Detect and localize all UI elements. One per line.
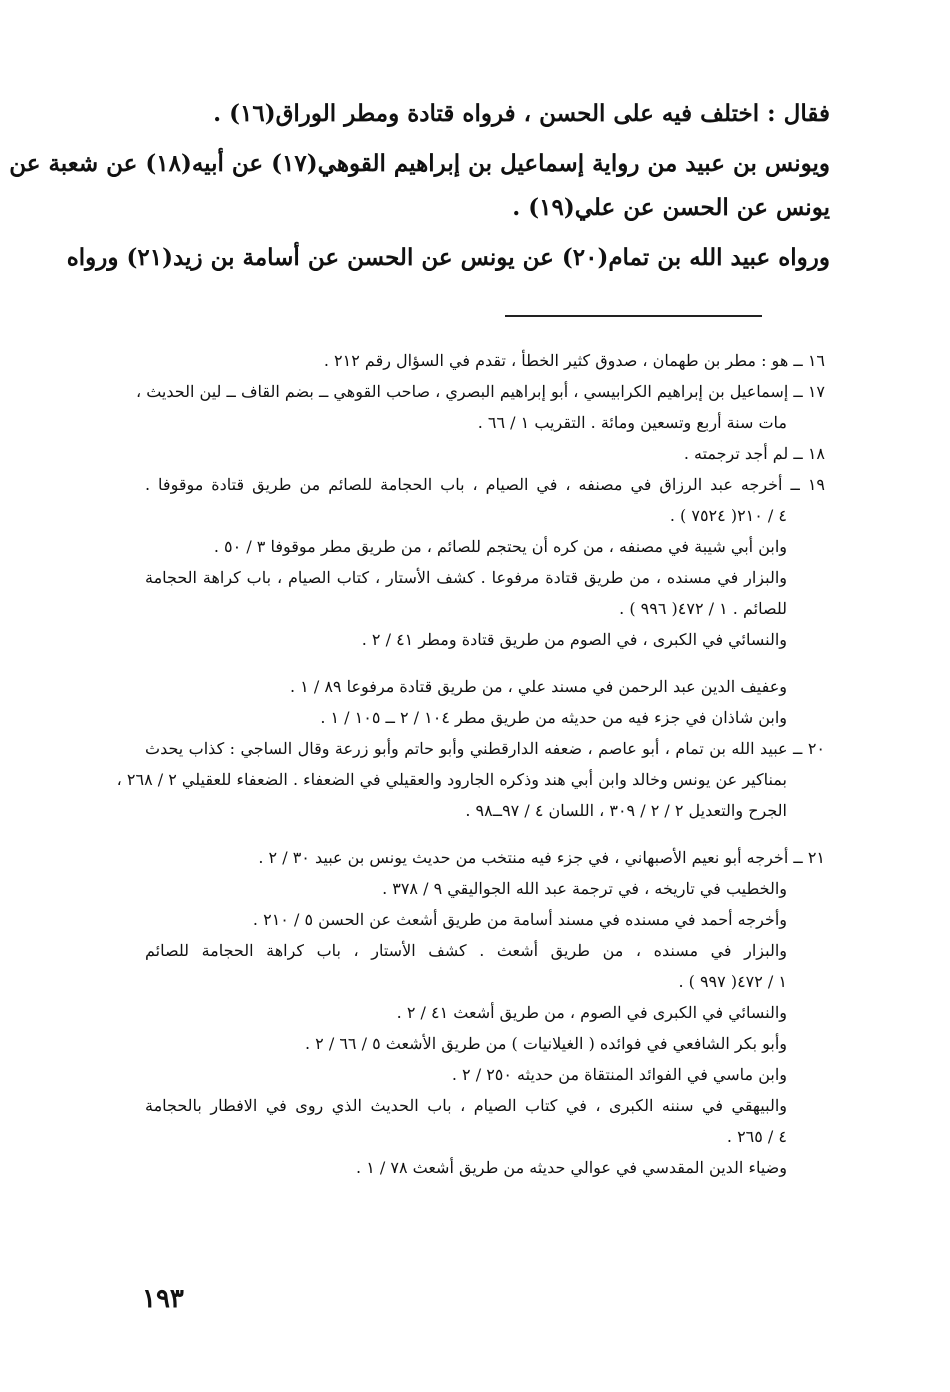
footnote-21-cont: والنسائي في الكبرى في الصوم ، من طريق أشعث ٤١ / ٢ .: [396, 1003, 787, 1022]
main-text: [9, 92, 830, 280]
footnote-21-cont: ١ / ٤٧٢( ٩٩٧ ) .: [678, 972, 787, 991]
footnote-21-cont: وأبو بكر الشافعي في فوائده ( الغيلانيات ) من طريق الأشعث ٥ / ٦٦ / ٢ .: [304, 1034, 787, 1053]
footnote-20-cont: بمناكير عن يونس وخالد وابن أبي هند وذكره الجارود والعقيلي في الضعفاء . الضعفاء للعقيلي ٢ / ٢٦٨ ،: [116, 770, 787, 789]
footnote-17: ١٧ ــ إسماعيل بن إبراهيم الكرابيسي ، أبو إبراهيم البصري ، صاحب القوهي ــ بضم القاف ــ لين الحديث ،: [135, 382, 825, 401]
footnote-21-cont: وضياء الدين المقدسي في عوالي حديثه من طريق أشعث ٧٨ / ١ .: [356, 1158, 787, 1177]
footnote-19-cont: وعفيف الدين عبد الرحمن في مسند علي ، من طريق قتادة مرفوعا ٨٩ / ١ .: [290, 677, 787, 696]
main-line-4: ورواه عبيد الله بن تمام(٢٠) عن يونس عن الحسن عن أسامة بن زيد(٢١) ورواه: [66, 244, 830, 271]
footnote-16: ١٦ ــ هو : مطر بن طهمان ، صدوق كثير الخطأ ، تقدم في السؤال رقم ٢١٢ .: [323, 351, 825, 370]
footnotes: [116, 345, 825, 1183]
footnote-19-cont: والنسائي في الكبرى ، في الصوم من طريق قتادة ومطر ٤١ / ٢ .: [361, 630, 787, 649]
footnote-21-cont: والخطيب في تاريخه ، في ترجمة عبد الله الجواليقي ٩ / ٣٧٨ .: [382, 879, 787, 898]
footnote-21-cont: والبيهقي في سننه الكبرى ، في كتاب الصيام ، باب الحديث الذي روى في الافطار بالحجامة: [145, 1096, 787, 1115]
footnote-19-cont: للصائم . ١ / ٤٧٢( ٩٩٦ ) .: [619, 599, 787, 618]
footnote-21: ٢١ ــ أخرجه أبو نعيم الأصبهاني ، في جزء فيه منتخب من حديث يونس بن عبيد ٣٠ / ٢ .: [258, 848, 825, 867]
footnote-19-cont: وابن شاذان في جزء فيه من حديثه من طريق مطر ١٠٤ / ٢ ــ ١٠٥ / ١ .: [320, 708, 787, 727]
footnote-20-cont: الجرح والتعديل ٢ / ٢ / ٣٠٩ ، اللسان ٤ / ٩٧ــ٩٨ .: [465, 801, 787, 820]
footnote-19-cont: وابن أبي شيبة في مصنفه ، من كره أن يحتجم للصائم ، من طريق مطر موقوفا ٣ / ٥٠ .: [213, 537, 787, 556]
footnote-separator: [505, 315, 762, 317]
footnote-21-cont: ٤ / ٢٦٥ .: [726, 1127, 787, 1146]
footnote-21-cont: وابن ماسي في الفوائد المنتقاة من حديثه ٢٥٠ / ٢ .: [451, 1065, 787, 1084]
main-line-1: فقال : اختلف فيه على الحسن ، فرواه قتادة ومطر الوراق(١٦) .: [213, 100, 830, 127]
main-line-2: ويونس بن عبيد من رواية إسماعيل بن إبراهيم القوهي(١٧) عن أبيه(١٨) عن شعبة عن: [9, 150, 830, 177]
footnote-17-cont: مات سنة أربع وتسعين ومائة . التقريب ١ / ٦٦ .: [477, 413, 787, 432]
footnote-19-cont: ٤ / ٢١٠( ٧٥٢٤ ) .: [669, 506, 787, 525]
footnote-18: ١٨ ــ لم أجد ترجمته .: [683, 444, 825, 463]
page-number: ١٩٣: [142, 1284, 184, 1314]
footnote-20: ٢٠ ــ عبيد الله بن تمام ، أبو عاصم ، ضعفه الدارقطني وأبو حاتم وأبو زرعة وقال الساجي : كذاب يحدث: [145, 739, 825, 758]
footnote-19-cont: والبزار في مسنده ، من طريق قتادة مرفوعا . كشف الأستار ، كتاب الصيام ، باب كراهة الحجامة: [145, 568, 787, 587]
main-line-3: يونس عن الحسن عن علي(١٩) .: [512, 194, 830, 221]
footnote-21-cont: والبزار في مسنده ، من طريق أشعث . كشف الأستار ، باب كراهة الحجامة للصائم: [145, 941, 788, 960]
footnote-19: ١٩ ــ أخرجه عبد الرزاق في مصنفه ، في الصيام ، باب الحجامة للصائم من طريق قتادة موقوفا .: [145, 475, 825, 494]
footnote-21-cont: وأخرجه أحمد في مسنده في مسند أسامة من طريق أشعث عن الحسن ٥ / ٢١٠ .: [252, 910, 787, 929]
